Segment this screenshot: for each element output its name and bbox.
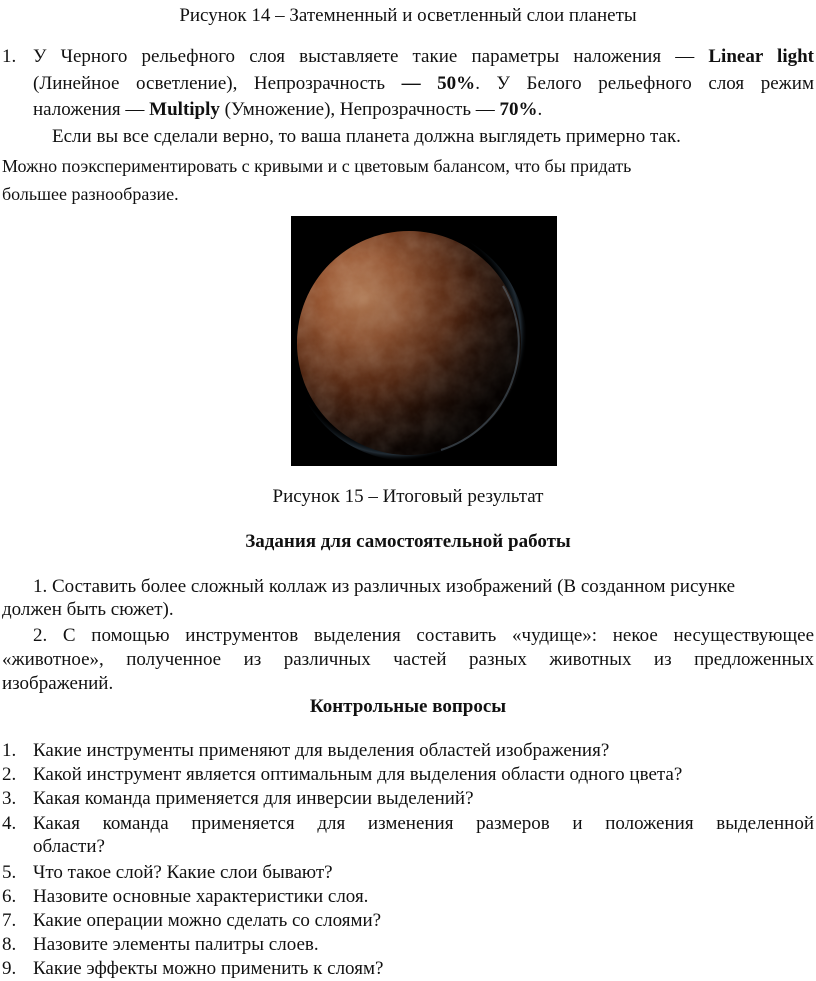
task-2-line-2: «животное», полученное из различных частей разных животных из предложенных bbox=[2, 649, 814, 670]
question-4-text: Какая команда применяется для изменения размеров и положения выделенной bbox=[33, 813, 814, 834]
question-9-number: 9. bbox=[2, 958, 17, 979]
question-8-number: 8. bbox=[2, 934, 17, 955]
tasks-heading: Задания для самостоятельной работы bbox=[245, 531, 571, 552]
planet-image bbox=[291, 216, 557, 466]
task-1-line-2: должен быть сюжет). bbox=[2, 599, 174, 620]
question-1-text: Какие инструменты применяют для выделения областей изображения? bbox=[33, 740, 610, 761]
question-6-text: Назовите основные характеристики слоя. bbox=[33, 886, 369, 907]
question-7-number: 7. bbox=[2, 910, 17, 931]
step-1-line-3: наложения — Multiply (Умножение), Непрозрачность — 70%. bbox=[33, 99, 543, 120]
question-4-number: 4. bbox=[2, 813, 17, 834]
figure-14-caption: Рисунок 14 – Затемненный и осветленный слои планеты bbox=[179, 5, 637, 26]
task-2-line-1: 2. С помощью инструментов выделения составить «чудище»: некое несуществующее bbox=[33, 625, 814, 646]
step-1-line-1: У Черного рельефного слоя выставляете такие параметры наложения — Linear light bbox=[33, 46, 815, 67]
step-1-line-2: (Линейное осветление), Непрозрачность — 50%. У Белого рельефного слоя режим bbox=[33, 73, 815, 94]
question-2-number: 2. bbox=[2, 764, 17, 785]
question-2-text: Какой инструмент является оптимальным для выделения области одного цвета? bbox=[33, 764, 683, 785]
step-1-number: 1. bbox=[2, 46, 17, 67]
question-9-text: Какие эффекты можно применить к слоям? bbox=[33, 958, 384, 979]
question-8-text: Назовите элементы палитры слоев. bbox=[33, 934, 319, 955]
question-5-text: Что такое слой? Какие слои бывают? bbox=[33, 862, 333, 883]
question-3-number: 3. bbox=[2, 788, 17, 809]
figure-15-caption: Рисунок 15 – Итоговый результат bbox=[272, 486, 544, 507]
questions-heading: Контрольные вопросы bbox=[309, 696, 507, 717]
question-4-continuation: области? bbox=[33, 836, 105, 857]
paragraph-experiment-line-2: большее разнообразие. bbox=[2, 184, 179, 204]
question-3-text: Какая команда применяется для инверсии выделений? bbox=[33, 788, 474, 809]
task-2-line-3: изображений. bbox=[2, 673, 114, 694]
question-6-number: 6. bbox=[2, 886, 17, 907]
question-5-number: 5. bbox=[2, 862, 17, 883]
paragraph-check-result: Если вы все сделали верно, то ваша планета должна выглядеть примерно так. bbox=[52, 126, 681, 147]
question-1-number: 1. bbox=[2, 740, 17, 761]
question-7-text: Какие операции можно сделать со слоями? bbox=[33, 910, 382, 931]
paragraph-experiment-line-1: Можно поэкспериментировать с кривыми и с цветовым балансом, что бы придать bbox=[2, 156, 632, 176]
task-1-line-1: 1. Составить более сложный коллаж из различных изображений (В созданном рисунке bbox=[33, 576, 736, 597]
